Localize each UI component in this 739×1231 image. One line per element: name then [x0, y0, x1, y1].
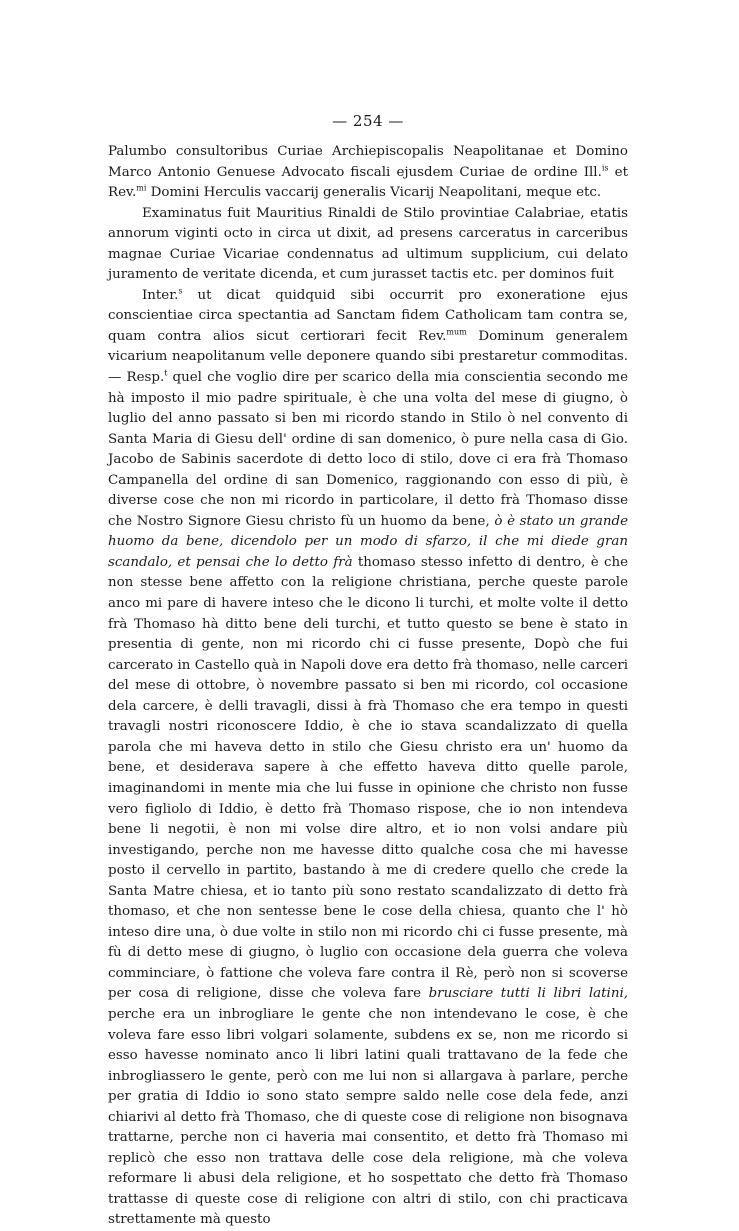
paragraph [108, 204, 628, 286]
paragraph [108, 142, 628, 204]
text-run: Dominum generalem vicarium neapolitanum velle deponere quando sibi prestaretur commoditas. — Resp. [108, 328, 628, 386]
text-run: Palumbo consultoribus Curiae Archiepiscopalis Neapolitanae et Domino Marco Antonio Genuese Advocato fiscali ejusdem Curiae de ordine Ill. [108, 144, 628, 180]
text-run: thomaso stesso infetto di dentro, è che non stesse bene affetto con la religione christiana, perche queste parole anco mi pare di havere inteso che le dicono li turchi, et molte volte il detto frà Thomaso hà ditto bene deli turchi, et tutto questo se bene è stato in presentia di gente, non mi ricordo chi ci fusse presente, Dopò che fui carcerato in Castello quà in Napoli dove era detto frà thomaso, nelle carceri del mese di ottobre, ò novembre passato si ben mi ricordo, col occasione dela carcere, è delli travagli, dissi à frà Thomaso che era tempo in questi travagli nostri riconoscere Iddio, è che io stava scandalizzato di quella parola che mi haveva detto in stilo che Giesu christo era un' huomo da bene, et desiderava sapere à che effetto haveva ditto quelle parole, imaginandomi in mente mia che lui fusse in opinione che christo non fusse vero figliolo di Iddio, è detto frà Thomaso rispose, che io non intendeva bene li negotii, è non mi volse dire altro, et io non volsi andare più investigando, perche non me havesse ditto qualche cosa che mi havesse posto il cervello in partito, bastando à me di credere quello che crede la Santa Matre chiesa, et io tanto più sono restato scandalizzato di detto frà thomaso, et che non sentesse bene le cose della chiesa, quanto che l' hò inteso dire una, ò due volte in stilo non mi ricordo chi ci fusse presente, mà fù di detto mese di giugno, ò luglio con occasione dela guerra che voleva comminciare, ò fattione che voleva fare contra il Rè, però non si scoverse per cosa di religione, disse che voleva fare [108, 554, 628, 1002]
superscript-abbrev: mi [136, 183, 147, 193]
superscript-abbrev: t [164, 368, 168, 378]
text-run: perche era un inbrogliare le gente che non intendevano le cose, è che voleva fare esso libri volgari solamente, subdens ex se, non me ricordo si esso havesse nominato anco li libri latini quali trattavano de la fede che inbrogliassero le gente, però con me lui non si allargava à parlare, perche per gratia di Iddio io sono stato sempre saldo nelle cose dela fede, anzi chiarivi al detto frà Thomaso, che di queste cose di religione non bisognava trattarne, perche non ci haveria mai consentito, et detto frà Thomaso mi replicò che esso non trattava delle cose dela religione, mà che voleva reformare li abusi dela religione, et ho sospettato che detto frà Thomaso trattasse di queste cose di religione con altri di stilo, con chi practicava strettamente mà questo [108, 1006, 628, 1228]
document-page [108, 112, 628, 1231]
italic-text: brusciare tutti li libri latini, [428, 986, 628, 1002]
superscript-abbrev: mum [446, 327, 467, 337]
body-text [108, 142, 628, 1231]
superscript-abbrev: s [178, 286, 183, 296]
text-run: Domini Herculis vaccarij generalis Vicarij Neapolitani, meque etc. [146, 185, 602, 201]
page-number: — 254 — [332, 112, 404, 130]
text-run: Inter. [142, 287, 179, 303]
text-run: ut dicat quidquid sibi occurrit pro exoneratione ejus conscientiae circa spectantia ad Sanctam fidem Catholicam tam contra se, quam contra alios sicut certiorari fecit Rev. [108, 287, 628, 344]
italic-text: ò è stato un grande huomo da bene, dicendolo per un modo di sfarzo, il che mi diede gran scandalo, et pensai che lo detto frà [108, 513, 628, 570]
superscript-abbrev: is [601, 163, 609, 173]
paragraph [108, 286, 628, 1231]
text-run: et Rev. [108, 164, 628, 201]
text-run: quel che voglio dire per scarico della mia conscientia secondo me hà imposto il mio padre spirituale, è che una volta del mese di giugno, ò luglio del anno passato si ben mi ricordo stando in Stilo ò nel convento di Santa Maria di Giesu dell' ordine di san domenico, ò pure nella casa di Gio. Jacobo de Sabinis sacerdote di detto loco di stilo, dove ci era frà Thomaso Campanella del ordine di san Domenico, raggionando con esso di più, è diverse cose che non mi ricordo in particolare, il detto frà Thomaso disse che Nostro Signore Giesu christo fù un huomo da bene, [108, 370, 628, 529]
text-run: Examinatus fuit Mauritius Rinaldi de Stilo provintiae Calabriae, etatis annorum viginti octo in circa ut dixit, ad presens carceratus in carceribus magnae Curiae Vicariae condennatus ad ultimum supplicium, cui delato juramento de veritate dicenda, et cum jurasset tactis etc. per dominos fuit [108, 205, 628, 283]
